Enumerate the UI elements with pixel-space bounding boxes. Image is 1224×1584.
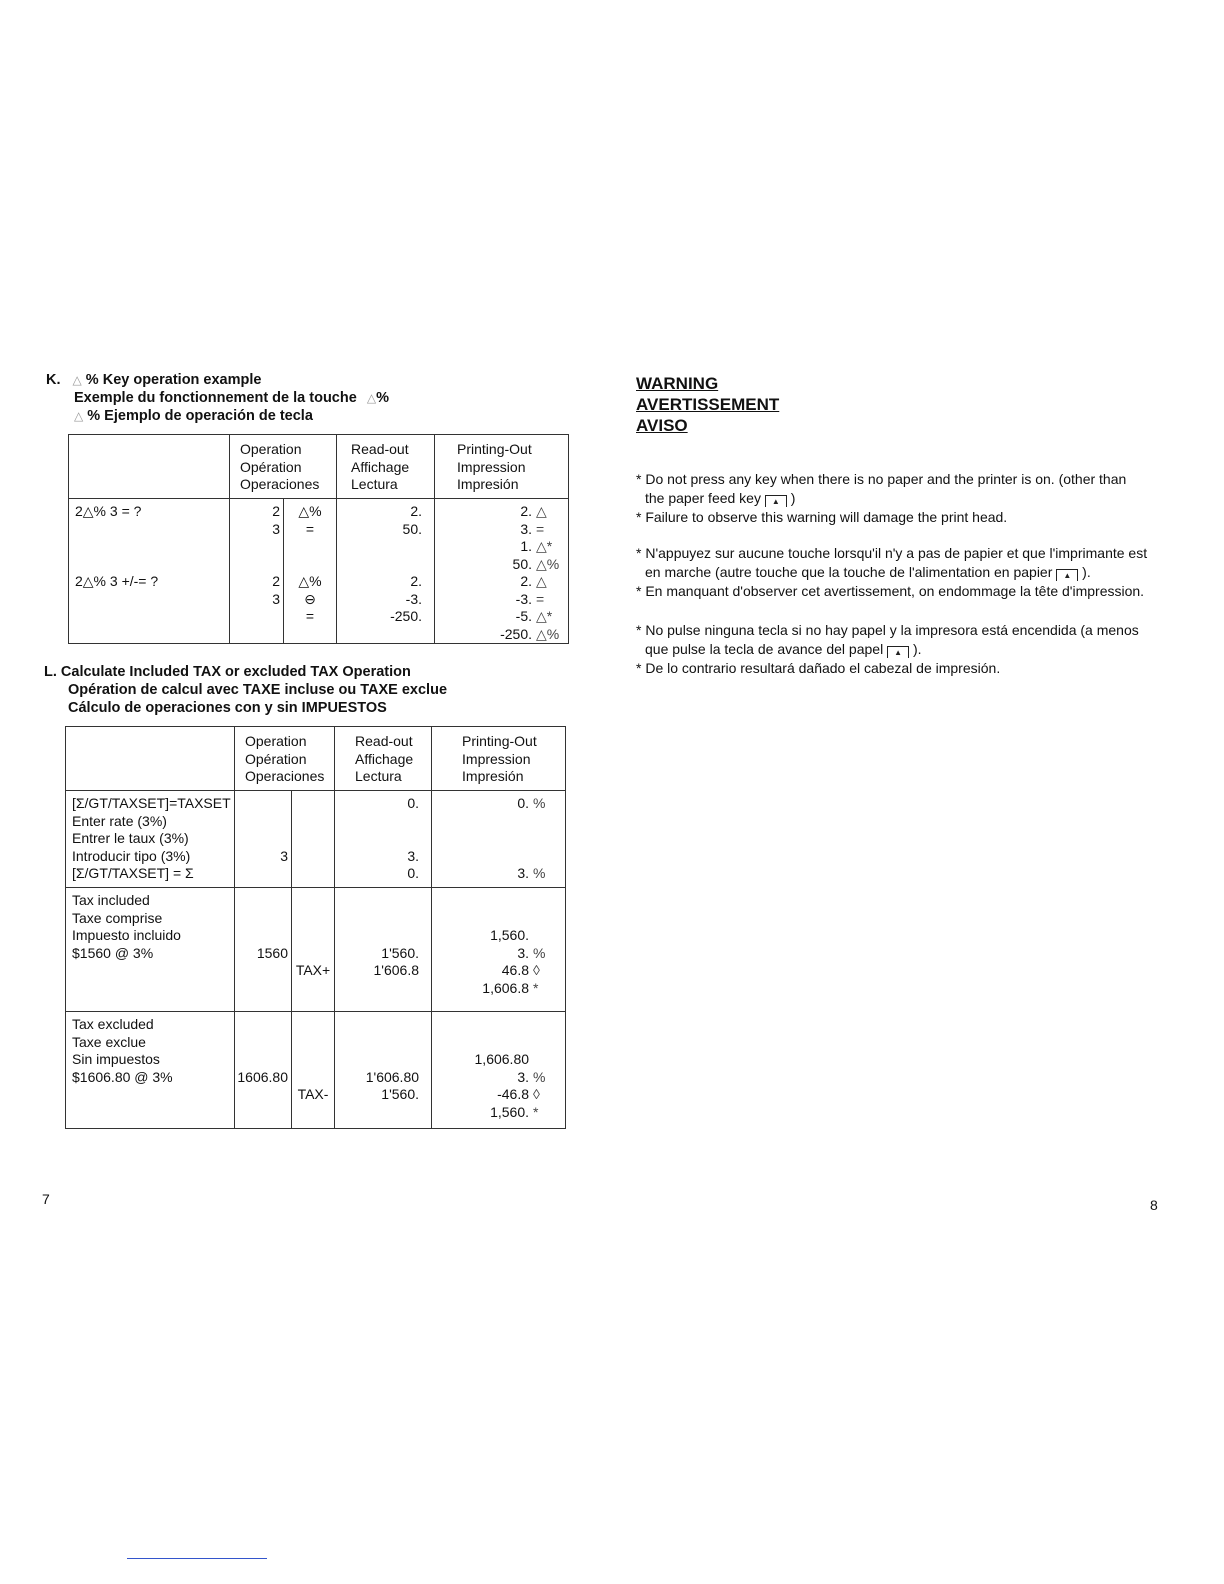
print-symbol: = bbox=[536, 590, 545, 607]
header-line: Operaciones bbox=[245, 768, 325, 784]
cell-line bbox=[335, 1016, 419, 1034]
cell-line: 3. % bbox=[432, 865, 557, 883]
readout-cell bbox=[335, 791, 432, 888]
warning-title-fr: AVERTISSEMENT bbox=[636, 395, 780, 414]
cell-line bbox=[75, 608, 229, 626]
cell-line bbox=[292, 1016, 334, 1034]
number-cell bbox=[235, 888, 292, 1012]
cell-line bbox=[230, 538, 280, 556]
cell-line: Sin impuestos bbox=[72, 1051, 160, 1067]
cell-line: TAX- bbox=[297, 1086, 329, 1102]
print-symbol: * bbox=[533, 979, 539, 996]
section-l-heading-en: L. Calculate Included TAX or excluded TAX Operation bbox=[44, 664, 411, 680]
printout-cell bbox=[432, 791, 566, 888]
cell-line bbox=[335, 910, 419, 928]
key-cell bbox=[292, 791, 335, 888]
print-symbol: △% bbox=[536, 625, 560, 642]
cell-line: 3 bbox=[272, 520, 280, 537]
cell-line bbox=[292, 1034, 334, 1052]
header-line: Impression bbox=[462, 750, 531, 767]
paper-feed-key-icon: ▲ bbox=[887, 646, 909, 658]
header-line: Opération bbox=[245, 750, 307, 767]
cell-line bbox=[337, 626, 422, 644]
table-k-body bbox=[69, 499, 569, 644]
cell-line bbox=[235, 830, 288, 848]
cell-line: Entrer le taux (3%) bbox=[72, 830, 189, 846]
cell-line bbox=[72, 980, 234, 998]
cell-line bbox=[235, 1034, 288, 1052]
cell-line bbox=[335, 1051, 419, 1069]
section-k-heading-es: △ % Ejemplo de operación de tecla bbox=[74, 408, 313, 424]
cell-line bbox=[335, 1104, 419, 1122]
cell-line bbox=[235, 1104, 288, 1122]
header-line: Operation bbox=[240, 441, 302, 457]
delta-icon: △ bbox=[74, 409, 84, 423]
page-number-left: 7 bbox=[42, 1191, 50, 1207]
cell-line: Tax excluded bbox=[72, 1016, 154, 1032]
cell-line bbox=[235, 795, 288, 813]
header-empty-cell bbox=[66, 727, 235, 791]
cell-line bbox=[284, 556, 336, 574]
cell-line: 50. bbox=[402, 520, 423, 537]
print-symbol: % bbox=[533, 944, 546, 961]
cell-line: -250. bbox=[390, 608, 423, 624]
readout-cell bbox=[337, 499, 435, 644]
number-cell bbox=[235, 791, 292, 888]
cell-line: -5. △* bbox=[435, 608, 560, 626]
cell-line: 2 bbox=[272, 573, 280, 589]
delta-icon: △ bbox=[366, 391, 377, 405]
table-row bbox=[66, 791, 566, 888]
header-line: Printing-Out bbox=[462, 733, 537, 749]
section-l-heading-es: Cálculo de operaciones con y sin IMPUESTOS bbox=[68, 700, 387, 716]
cell-line bbox=[337, 556, 422, 574]
warning-paragraph-fr: * N'appuyez sur aucune touche lorsqu'il n'y a pas de papier et que l'imprimante est en marche (autre touche que la touche de l'alimentation en papier ▲ ). * En manquant d'observer cet avertissement, on endommage la tête d'impression. bbox=[636, 545, 1148, 599]
cell-line: 1'560. bbox=[381, 944, 420, 961]
header-line: Impression bbox=[457, 458, 526, 475]
section-l-heading bbox=[44, 663, 447, 717]
cell-line: Enter rate (3%) bbox=[72, 812, 167, 829]
cell-line bbox=[235, 892, 288, 910]
section-l-heading-fr: Opération de calcul avec TAXE incluse ou TAXE exclue bbox=[68, 682, 448, 698]
blue-rule-line bbox=[127, 1558, 267, 1559]
cell-line bbox=[284, 626, 336, 644]
print-symbol: * bbox=[533, 1103, 539, 1120]
cell-line bbox=[75, 591, 229, 609]
cell-line: 2. △ bbox=[435, 503, 560, 521]
cell-line bbox=[292, 865, 334, 883]
header-line: Operation bbox=[245, 733, 307, 749]
cell-line: 1,560. bbox=[490, 927, 530, 943]
cell-line bbox=[432, 892, 557, 910]
print-symbol: % bbox=[533, 865, 546, 881]
cell-line bbox=[235, 1051, 288, 1069]
printout-cell bbox=[432, 1012, 566, 1129]
cell-line bbox=[284, 538, 336, 556]
printout-cell bbox=[432, 888, 566, 1012]
cell-line: 2. bbox=[410, 573, 423, 589]
cell-line bbox=[432, 1016, 557, 1034]
cell-line: 3. = bbox=[435, 521, 560, 539]
cell-line: 1'606.8 bbox=[373, 962, 420, 978]
cell-line bbox=[72, 1086, 234, 1104]
header-line: Read-out bbox=[351, 441, 409, 457]
row-label-cell bbox=[66, 1012, 235, 1129]
cell-line: 3 bbox=[272, 590, 280, 607]
number-cell bbox=[230, 499, 284, 644]
header-line: Affichage bbox=[351, 458, 410, 475]
cell-line bbox=[432, 813, 557, 831]
cell-line bbox=[292, 910, 334, 928]
cell-line: Taxe comprise bbox=[72, 909, 163, 926]
cell-line bbox=[432, 910, 557, 928]
cell-line bbox=[292, 980, 334, 998]
paper-feed-key-icon: ▲ bbox=[765, 495, 787, 507]
cell-line: [Σ/GT/TAXSET]=TAXSET bbox=[72, 795, 231, 811]
cell-line bbox=[335, 927, 419, 945]
cell-line bbox=[432, 830, 557, 848]
cell-line bbox=[292, 1069, 334, 1087]
cell-line: 0. bbox=[407, 865, 420, 881]
cell-line: $1606.80 @ 3% bbox=[72, 1068, 173, 1085]
cell-line: ⊖ bbox=[304, 590, 316, 607]
header-line: Operaciones bbox=[240, 476, 320, 492]
section-k-heading-en: K. △ % Key operation example bbox=[46, 372, 262, 388]
header-line: Impresión bbox=[457, 476, 519, 492]
print-symbol: ◊ bbox=[533, 1086, 540, 1102]
cell-line bbox=[75, 521, 229, 539]
warning-paragraph-es: * No pulse ninguna tecla si no hay papel y la impresora está encendida (a menos que pulse la tecla de avance del papel ▲ ). * De lo contrario resultará dañado el cabezal de impresión. bbox=[636, 622, 1139, 676]
cell-line bbox=[230, 626, 280, 644]
header-printing bbox=[432, 727, 566, 791]
cell-line bbox=[292, 795, 334, 813]
cell-line: 3. % bbox=[432, 1069, 557, 1087]
table-row bbox=[69, 499, 569, 644]
header-printing bbox=[435, 435, 569, 499]
cell-line: △% bbox=[298, 503, 322, 519]
header-line: Opération bbox=[240, 458, 302, 475]
cell-line: 3. % bbox=[432, 945, 557, 963]
cell-line bbox=[335, 830, 419, 848]
header-readout bbox=[335, 727, 432, 791]
cell-line bbox=[292, 1051, 334, 1069]
row-label-cell bbox=[69, 499, 230, 644]
section-k-heading-fr: Exemple du fonctionnement de la touche △% bbox=[74, 390, 389, 406]
cell-line: 0. % bbox=[432, 795, 557, 813]
print-symbol: △ bbox=[536, 573, 547, 589]
cell-line: 1,560. * bbox=[432, 1104, 557, 1122]
cell-line: 2. △ bbox=[435, 573, 560, 591]
print-symbol: = bbox=[536, 520, 545, 537]
readout-cell bbox=[335, 1012, 432, 1129]
table-k bbox=[68, 434, 569, 644]
cell-line: 2. bbox=[410, 503, 423, 519]
cell-line bbox=[75, 556, 229, 574]
page-number-right: 8 bbox=[1150, 1197, 1158, 1213]
key-cell bbox=[292, 888, 335, 1012]
table-row bbox=[66, 888, 566, 1012]
cell-line: -3. bbox=[405, 590, 423, 607]
print-symbol: % bbox=[533, 795, 546, 811]
cell-line bbox=[432, 1034, 557, 1052]
cell-line: 1,606.80 bbox=[474, 1051, 530, 1067]
table-row bbox=[66, 1012, 566, 1129]
table-header-row bbox=[66, 727, 566, 791]
print-symbol: ◊ bbox=[533, 962, 540, 978]
cell-line: 1. △* bbox=[435, 538, 560, 556]
header-operation bbox=[235, 727, 335, 791]
table-l-body bbox=[66, 791, 566, 1129]
cell-line: Taxe exclue bbox=[72, 1033, 146, 1050]
warning-paragraph-en: * Do not press any key when there is no paper and the printer is on. (other than the paper feed key ▲ ) * Failure to observe this warning will damage the print head. bbox=[636, 471, 1127, 525]
row-label-cell bbox=[66, 888, 235, 1012]
cell-line bbox=[72, 1104, 234, 1122]
cell-line bbox=[337, 538, 422, 556]
row-label-cell bbox=[66, 791, 235, 888]
cell-line: 0. bbox=[407, 795, 420, 811]
cell-line bbox=[230, 556, 280, 574]
cell-line bbox=[235, 962, 288, 980]
key-cell bbox=[284, 499, 337, 644]
section-k-heading bbox=[46, 371, 389, 425]
cell-line: 2△% 3 = ? bbox=[75, 503, 142, 519]
cell-line: 1560 bbox=[256, 944, 288, 961]
cell-line bbox=[292, 848, 334, 866]
print-symbol: △ bbox=[536, 503, 547, 519]
cell-line: Tax included bbox=[72, 892, 150, 908]
print-symbol: △* bbox=[536, 538, 553, 554]
number-cell bbox=[235, 1012, 292, 1129]
table-header-row bbox=[69, 435, 569, 499]
cell-line bbox=[292, 945, 334, 963]
cell-line bbox=[335, 813, 419, 831]
key-cell bbox=[292, 1012, 335, 1129]
cell-line: 1'606.80 bbox=[365, 1068, 420, 1085]
cell-line bbox=[235, 813, 288, 831]
cell-line: Impuesto incluido bbox=[72, 927, 181, 943]
cell-line bbox=[432, 848, 557, 866]
cell-line: 1606.80 bbox=[237, 1068, 288, 1085]
header-line: Lectura bbox=[351, 476, 398, 492]
readout-cell bbox=[335, 888, 432, 1012]
delta-icon: △ bbox=[72, 373, 82, 387]
cell-line: 3 bbox=[280, 847, 288, 864]
cell-line: -46.8 ◊ bbox=[432, 1086, 557, 1104]
cell-line bbox=[292, 830, 334, 848]
header-line: Lectura bbox=[355, 768, 402, 784]
printout-cell bbox=[435, 499, 569, 644]
header-line: Read-out bbox=[355, 733, 413, 749]
header-empty-cell bbox=[69, 435, 230, 499]
header-line: Printing-Out bbox=[457, 441, 532, 457]
cell-line bbox=[235, 865, 288, 883]
warning-title-en: WARNING bbox=[636, 374, 719, 393]
cell-line: [Σ/GT/TAXSET] = Σ bbox=[72, 865, 194, 881]
cell-line: 46.8 ◊ bbox=[432, 962, 557, 980]
cell-line bbox=[335, 1034, 419, 1052]
header-operation bbox=[230, 435, 337, 499]
cell-line: 1,606.8 * bbox=[432, 980, 557, 998]
cell-line bbox=[230, 608, 280, 626]
cell-line bbox=[75, 538, 229, 556]
cell-line: 1'560. bbox=[381, 1086, 420, 1102]
cell-line bbox=[235, 1016, 288, 1034]
paper-feed-key-icon: ▲ bbox=[1056, 569, 1078, 581]
print-symbol: % bbox=[533, 1068, 546, 1085]
header-readout bbox=[337, 435, 435, 499]
cell-line bbox=[292, 927, 334, 945]
print-symbol: △% bbox=[536, 555, 560, 572]
table-l bbox=[65, 726, 566, 1129]
cell-line: -3. = bbox=[435, 591, 560, 609]
cell-line bbox=[75, 626, 229, 644]
cell-line: 2△% 3 +/-= ? bbox=[75, 573, 159, 589]
cell-line bbox=[235, 927, 288, 945]
cell-line bbox=[235, 910, 288, 928]
section-k-letter: K. bbox=[46, 372, 61, 388]
cell-line: 2 bbox=[272, 503, 280, 519]
warning-title-es: AVISO bbox=[636, 416, 688, 435]
cell-line bbox=[235, 980, 288, 998]
cell-line: = bbox=[305, 520, 315, 537]
cell-line: TAX+ bbox=[295, 962, 331, 978]
cell-line bbox=[292, 1104, 334, 1122]
cell-line bbox=[235, 1086, 288, 1104]
cell-line: $1560 @ 3% bbox=[72, 944, 154, 961]
print-symbol: △* bbox=[536, 608, 553, 624]
cell-line: 3. bbox=[407, 847, 420, 864]
header-line: Affichage bbox=[355, 750, 414, 767]
cell-line bbox=[335, 980, 419, 998]
cell-line: 50. △% bbox=[512, 555, 560, 572]
cell-line bbox=[292, 892, 334, 910]
warning-titles bbox=[636, 373, 779, 436]
cell-line: -250. △% bbox=[500, 625, 560, 642]
cell-line bbox=[335, 892, 419, 910]
cell-line bbox=[72, 962, 234, 980]
cell-line: △% bbox=[298, 573, 322, 589]
cell-line: = bbox=[305, 608, 315, 624]
cell-line: Introducir tipo (3%) bbox=[72, 847, 191, 864]
cell-line bbox=[292, 813, 334, 831]
header-line: Impresión bbox=[462, 768, 524, 784]
